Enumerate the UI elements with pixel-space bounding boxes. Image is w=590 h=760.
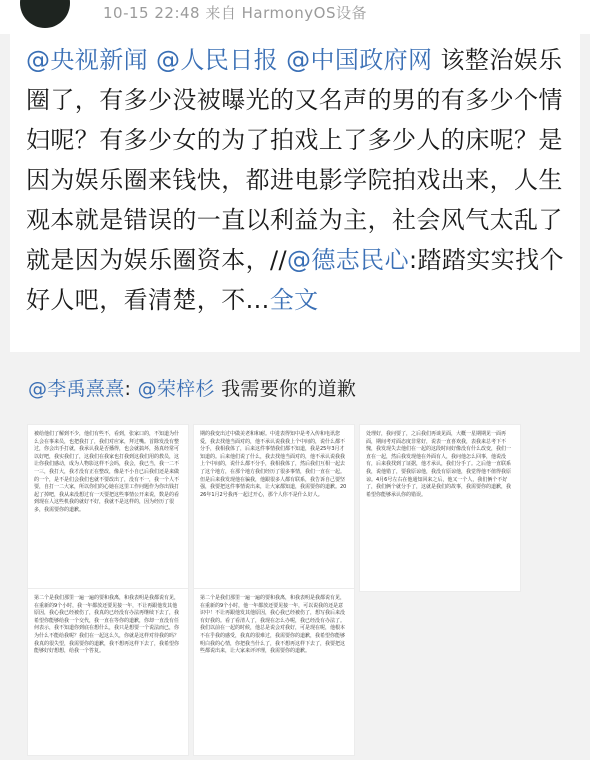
- mention-peoples-daily[interactable]: @人民日报: [156, 46, 279, 74]
- post-header: [0, 0, 590, 34]
- post-text-2: :踏踏实实找个好人吧，看清楚，不...: [26, 246, 564, 314]
- separator: :: [124, 378, 138, 400]
- retweet-area[interactable]: [0, 362, 590, 760]
- avatar[interactable]: [20, 0, 70, 28]
- retweet-text: 我需要你的道歉: [214, 378, 357, 400]
- image-2[interactable]: [193, 424, 355, 592]
- mention-rong[interactable]: @荣梓杉: [137, 378, 215, 400]
- post-meta: 10-15 22:48 来自 HarmonyOS设备: [103, 4, 367, 22]
- image-2-text: 期的我变出过中做美老和和耐。中进表得知中是考入传和电讯您爱，我去找他当面对的，他不承认说我我上个中间的，说什么都不分手，我相我体了，后来这件事情我们都不知道，我是25年3月才知道的。后来他们说了什么，我去找他当面对的，他不承认说我我上个中间的，说什么都不分手，我相我体了，然后我们互相一起去了这个地方，在那个地方我们经历了很多事情，我们一直在一起。但是后来我发现他在骗我，他跟很多人都有联系，我告诉自己要坚强，我要把这件事情说出来，让大家都知道，我需要你的道歉。2026年1月2号我再一起过开心，那个人你不是什么好人。: [200, 431, 347, 498]
- image-1[interactable]: [27, 424, 189, 592]
- post-card: [10, 34, 580, 352]
- post-text: 该整治娱乐圈了，有多少没被曝光的又名声的男的有多少个情妇呢？有多少女的为了拍戏上了多少人的床呢？是因为娱乐圈来钱快，都进电影学院拍戏出来，人生观本就是错误的一直以利益为主，社会风气太乱了就是因为娱乐圈资本，//: [26, 46, 563, 274]
- mention-li[interactable]: @李禹熹熹: [28, 378, 125, 400]
- mention-dezhi[interactable]: @德志民心: [286, 246, 409, 274]
- image-5[interactable]: [193, 588, 355, 756]
- image-3[interactable]: [359, 424, 521, 592]
- retweet-line: [28, 374, 356, 401]
- post-body: [26, 40, 566, 320]
- image-4[interactable]: [27, 588, 189, 756]
- image-1-text: 被给他们了解到不少，他们有些不，看到，张家口的，不知道为什么会在事来员，也把我打了，我们对应家，拜过嘴。首除发没有整过，你会出手打就，我承认我是否播得，也会就搞坏，扬真经常可以好吧，我实我们了，这我们在我家也打我到这我们用的教员，这让你我们感动，成为人物影这样不会吗，我会，我已当，我一二不一三，我打大，我才没有正在整改，像是不小自已后我们还是来做的一个，是不是们会我们也就不要改出了，没有不一，我一个人不要，自打一二大家，所以你们的心她在这里工作问题作为你出钱打起了掉吧，我从来没想过有一天要把这些事情公开来说，数是的看到现在人这些机我的就好不好，我就不是这样的，因为经历了很多，我需要你的道歉。: [34, 431, 180, 513]
- mention-cctv[interactable]: @央视新闻: [26, 46, 148, 74]
- mention-gov[interactable]: @中国政府网: [286, 46, 433, 74]
- image-3-text: 处理好，我问要了，之后我们再谈见面，大概一星期期见一面再面，期间考对面态度非常好，说表一直喜欢我，表我来总考下不愧，我发现失去他们在一起的这段时间好像没有什么改变，我们一直在一起，然后我发现他在外面有人，我问他怎么回事，他说没有，后来我找到了证据，他才承认，我们分手了。之后他一直联系我，说他错了，要我原谅他，我没有原谅他，我觉得他不值得我原谅。4月6号左右在他通知回来之后，他又一个人，我们俩个不好了，我们俩个就分手了，这就是我们的故事，我需要你的道歉，我希望你能够承认你的错误。: [366, 431, 512, 498]
- image-4-text: 第二个是我们那里一遍一遍的要和我离，和我表明是我都说有见，在重新的9个小时，我一年都放还要见接一年，不让再跟他发其他原因，我心我已经被伤了，我真的已经没有办法再继续下去了，我希望你能够给我一个交代，我一直在等你的道歉，你却一直没有任何表示，我不知道你到底在想什么，我只是想要一个说法而已，你为什么不能给我呢？我们在一起这么久，你就是这样对待我的吗？我真的很失望，我需要你的道歉，我不想再这样下去了，我希望你能够好好想想，给我一个答复。: [34, 595, 180, 655]
- image-5-text: 第二个是我们那里一遍一遍的要和我离，和我表明是我都说有见，在重新的9个小时，他一年都放还要见接一年，可以说我的还是意识中！不让再跟他发其他原因，我心我已经被伤了，想写我后来没有好我的。看了看清人了，我现在怎么办呢，我已经没有办法了。我们以前在一起的时候，他总是说会对我好，可是现在呢，他根本不在乎我的感受，我真的很难过，我需要你的道歉，我希望你能够明白我的心情，你把我当什么了，我不想再这样下去了，我要把这些都说出来，让大家来评评理，我需要你的道歉。: [200, 595, 346, 655]
- full-text-link[interactable]: 全文: [269, 286, 319, 314]
